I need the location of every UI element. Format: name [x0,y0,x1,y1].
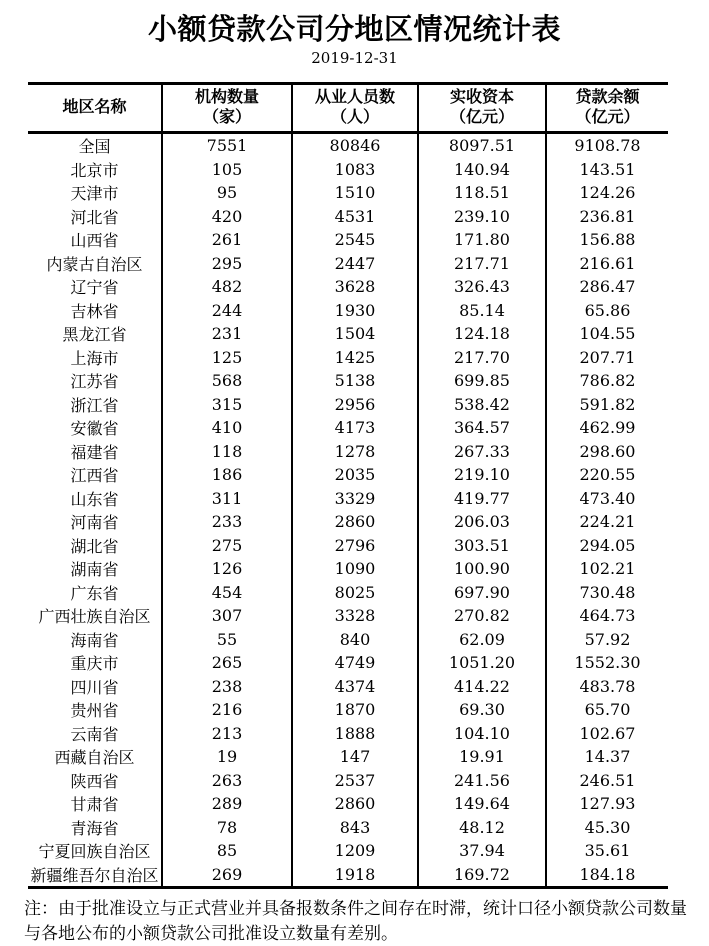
report-date: 2019-12-31 [311,49,398,67]
col-header-employees-unit: （人） [330,109,379,126]
employees-cell: 2956 [292,393,418,417]
table-row [28,275,668,299]
table-row [28,628,668,652]
loan-balance-cell: 473.40 [546,487,668,511]
institutions-cell: 269 [162,863,292,888]
table-row [28,158,668,182]
col-header-paid-in-capital [418,84,546,133]
employees-cell: 843 [292,816,418,840]
paid-in-capital-cell: 48.12 [418,816,546,840]
loan-balance-cell: 216.61 [546,252,668,276]
loan-balance-cell: 1552.30 [546,651,668,675]
table-row [28,228,668,252]
institutions-cell: 568 [162,369,292,393]
region-cell: 湖北省 [70,536,119,556]
col-header-loan-balance-unit: （亿元） [575,109,640,126]
footnote: 注：由于批准设立与正式营业并具备报数条件之间存在时滞，统计口径小额贷款公司数量与各地公布的小额贷款公司批准设立数量有差别。 [24,899,687,943]
institutions-cell: 85 [162,839,292,863]
institutions-cell: 238 [162,675,292,699]
region-cell: 宁夏回族自治区 [38,842,151,862]
employees-cell: 80846 [292,133,418,158]
employees-cell: 3328 [292,604,418,628]
region-cell: 安徽省 [70,419,119,439]
loan-balance-cell: 124.26 [546,181,668,205]
table-row [28,252,668,276]
region-cell: 河北省 [70,207,119,227]
paid-in-capital-cell: 169.72 [418,863,546,888]
loan-balance-cell: 14.37 [546,745,668,769]
employees-cell: 147 [292,745,418,769]
employees-cell: 840 [292,628,418,652]
loan-balance-cell: 45.30 [546,816,668,840]
employees-cell: 3329 [292,487,418,511]
col-header-employees-label: 从业人员数 [314,89,395,106]
employees-cell: 1090 [292,557,418,581]
paid-in-capital-cell: 1051.20 [418,651,546,675]
paid-in-capital-cell: 124.18 [418,322,546,346]
region-cell: 全国 [78,137,111,157]
loan-balance-cell: 483.78 [546,675,668,699]
region-cell: 新疆维吾尔自治区 [28,863,162,888]
employees-cell: 2796 [292,534,418,558]
loan-balance-cell: 294.05 [546,534,668,558]
table-row [28,698,668,722]
institutions-cell: 118 [162,440,292,464]
loan-balance-cell: 236.81 [546,205,668,229]
paid-in-capital-cell: 140.94 [418,158,546,182]
table-row [28,463,668,487]
region-cell: 辽宁省 [70,278,119,298]
region-cell: 海南省 [70,630,119,650]
region-cell: 江苏省 [70,372,119,392]
loan-balance-cell: 35.61 [546,839,668,863]
region-cell: 北京市 [70,160,119,180]
region-cell: 江西省 [70,466,119,486]
employees-cell: 1278 [292,440,418,464]
paid-in-capital-cell: 239.10 [418,205,546,229]
region-cell: 西藏自治区 [54,748,135,768]
paid-in-capital-cell: 326.43 [418,275,546,299]
region-cell: 山西省 [70,231,119,251]
institutions-cell: 275 [162,534,292,558]
institutions-cell: 216 [162,698,292,722]
region-cell: 广西壮族自治区 [38,607,151,627]
institutions-cell: 244 [162,299,292,323]
paid-in-capital-cell: 69.30 [418,698,546,722]
paid-in-capital-cell: 697.90 [418,581,546,605]
table-row [28,769,668,793]
table-row [28,322,668,346]
employees-cell: 2860 [292,792,418,816]
col-header-paid-in-capital-label: 实收资本 [449,89,514,106]
paid-in-capital-cell: 414.22 [418,675,546,699]
loan-balance-cell: 65.70 [546,698,668,722]
employees-cell: 1209 [292,839,418,863]
employees-cell: 2447 [292,252,418,276]
table-row [28,205,668,229]
table-row [28,816,668,840]
table-body [28,133,668,888]
region-cell: 重庆市 [70,654,119,674]
paid-in-capital-cell: 118.51 [418,181,546,205]
institutions-cell: 295 [162,252,292,276]
institutions-cell: 289 [162,792,292,816]
loan-balance-cell: 127.93 [546,792,668,816]
col-header-region-label: 地区名称 [62,99,127,116]
employees-cell: 8025 [292,581,418,605]
col-header-loan-balance [546,84,668,133]
institutions-cell: 55 [162,628,292,652]
loan-balance-cell: 184.18 [546,863,668,888]
employees-cell: 2545 [292,228,418,252]
employees-cell: 1504 [292,322,418,346]
institutions-cell: 105 [162,158,292,182]
table-row [28,181,668,205]
institutions-cell: 311 [162,487,292,511]
loan-balance-cell: 102.67 [546,722,668,746]
institutions-cell: 213 [162,722,292,746]
loan-balance-cell: 462.99 [546,416,668,440]
table-row [28,133,668,158]
col-header-institutions-label: 机构数量 [194,89,259,106]
institutions-cell: 261 [162,228,292,252]
loan-balance-cell: 730.48 [546,581,668,605]
col-header-region [28,84,162,133]
paid-in-capital-cell: 171.80 [418,228,546,252]
paid-in-capital-cell: 104.10 [418,722,546,746]
institutions-cell: 265 [162,651,292,675]
loan-balance-cell: 207.71 [546,346,668,370]
employees-cell: 1425 [292,346,418,370]
col-header-paid-in-capital-unit: （亿元） [449,109,514,126]
institutions-cell: 315 [162,393,292,417]
loan-balance-cell: 143.51 [546,158,668,182]
page-title: 小额贷款公司分地区情况统计表 [147,14,561,46]
paid-in-capital-cell: 217.71 [418,252,546,276]
table-row [28,487,668,511]
institutions-cell: 7551 [162,133,292,158]
institutions-cell: 454 [162,581,292,605]
region-cell: 云南省 [70,724,119,744]
loan-balance-cell: 65.86 [546,299,668,323]
loan-balance-cell: 786.82 [546,369,668,393]
loan-balance-cell: 591.82 [546,393,668,417]
header-row [28,84,668,133]
col-header-loan-balance-label: 贷款余额 [575,89,640,106]
institutions-cell: 420 [162,205,292,229]
table-row [28,863,668,888]
paid-in-capital-cell: 37.94 [418,839,546,863]
region-cell: 四川省 [70,677,119,697]
institutions-cell: 263 [162,769,292,793]
paid-in-capital-cell: 19.91 [418,745,546,769]
table-row [28,534,668,558]
institutions-cell: 233 [162,510,292,534]
paid-in-capital-cell: 206.03 [418,510,546,534]
region-cell: 陕西省 [70,771,119,791]
region-cell: 天津市 [70,184,119,204]
table-row [28,346,668,370]
table-row [28,604,668,628]
table-row [28,839,668,863]
employees-cell: 4749 [292,651,418,675]
institutions-cell: 95 [162,181,292,205]
employees-cell: 5138 [292,369,418,393]
stats-table [28,82,668,889]
paid-in-capital-cell: 219.10 [418,463,546,487]
paid-in-capital-cell: 100.90 [418,557,546,581]
employees-cell: 1930 [292,299,418,323]
table-row [28,369,668,393]
col-header-employees [292,84,418,133]
loan-balance-cell: 286.47 [546,275,668,299]
employees-cell: 2860 [292,510,418,534]
institutions-cell: 307 [162,604,292,628]
col-header-institutions [162,84,292,133]
loan-balance-cell: 57.92 [546,628,668,652]
paid-in-capital-cell: 85.14 [418,299,546,323]
employees-cell: 2537 [292,769,418,793]
loan-balance-cell: 104.55 [546,322,668,346]
region-cell: 浙江省 [70,395,119,415]
region-cell: 湖南省 [70,560,119,580]
region-cell: 贵州省 [70,701,119,721]
region-cell: 上海市 [70,348,119,368]
table-row [28,440,668,464]
institutions-cell: 78 [162,816,292,840]
region-cell: 青海省 [70,818,119,838]
table-row [28,581,668,605]
table-row [28,393,668,417]
paid-in-capital-cell: 364.57 [418,416,546,440]
loan-balance-cell: 246.51 [546,769,668,793]
institutions-cell: 410 [162,416,292,440]
loan-balance-cell: 156.88 [546,228,668,252]
employees-cell: 1510 [292,181,418,205]
region-cell: 黑龙江省 [62,325,127,345]
paid-in-capital-cell: 538.42 [418,393,546,417]
paid-in-capital-cell: 267.33 [418,440,546,464]
paid-in-capital-cell: 217.70 [418,346,546,370]
table-row [28,792,668,816]
paid-in-capital-cell: 303.51 [418,534,546,558]
employees-cell: 1870 [292,698,418,722]
table-row [28,745,668,769]
paid-in-capital-cell: 419.77 [418,487,546,511]
table-header [28,84,668,133]
table-row [28,675,668,699]
employees-cell: 4374 [292,675,418,699]
loan-balance-cell: 102.21 [546,557,668,581]
table-row [28,510,668,534]
loan-balance-cell: 298.60 [546,440,668,464]
employees-cell: 4173 [292,416,418,440]
loan-balance-cell: 224.21 [546,510,668,534]
paid-in-capital-cell: 241.56 [418,769,546,793]
table-row [28,651,668,675]
table-row [28,722,668,746]
institutions-cell: 19 [162,745,292,769]
region-cell: 广东省 [70,583,119,603]
loan-balance-cell: 220.55 [546,463,668,487]
paid-in-capital-cell: 270.82 [418,604,546,628]
region-cell: 河南省 [70,513,119,533]
region-cell: 福建省 [70,442,119,462]
paid-in-capital-cell: 149.64 [418,792,546,816]
paid-in-capital-cell: 8097.51 [418,133,546,158]
table-row [28,299,668,323]
institutions-cell: 126 [162,557,292,581]
employees-cell: 1918 [292,863,418,888]
paid-in-capital-cell: 62.09 [418,628,546,652]
region-cell: 吉林省 [70,301,119,321]
region-cell: 内蒙古自治区 [46,254,143,274]
col-header-institutions-unit: （家） [202,109,251,126]
table-row [28,557,668,581]
employees-cell: 4531 [292,205,418,229]
loan-balance-cell: 9108.78 [546,133,668,158]
institutions-cell: 186 [162,463,292,487]
table-row [28,416,668,440]
region-cell: 山东省 [70,489,119,509]
institutions-cell: 231 [162,322,292,346]
paid-in-capital-cell: 699.85 [418,369,546,393]
institutions-cell: 482 [162,275,292,299]
region-cell: 甘肃省 [70,795,119,815]
employees-cell: 2035 [292,463,418,487]
employees-cell: 3628 [292,275,418,299]
employees-cell: 1083 [292,158,418,182]
employees-cell: 1888 [292,722,418,746]
institutions-cell: 125 [162,346,292,370]
loan-balance-cell: 464.73 [546,604,668,628]
